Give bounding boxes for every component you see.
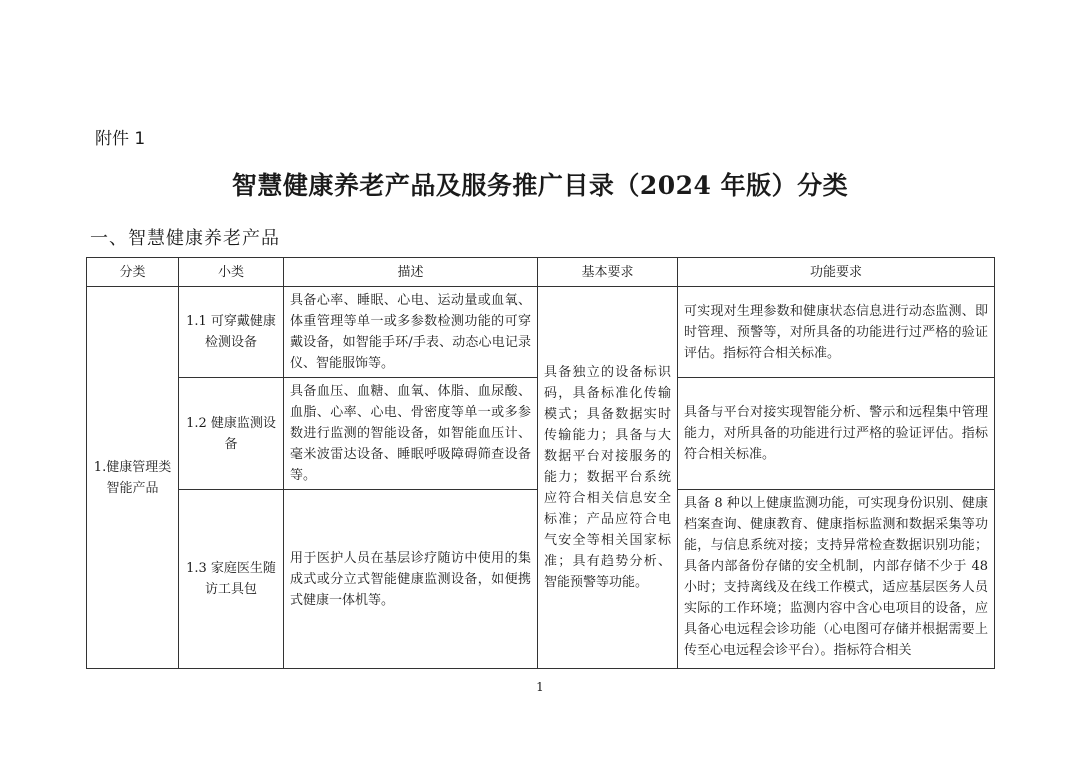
table-header-row: [87, 258, 995, 287]
header-description: 描述: [284, 258, 538, 287]
page-title: 智慧健康养老产品及服务推广目录（2024 年版）分类: [231, 171, 849, 200]
functional-requirements-cell: 具备与平台对接实现智能分析、警示和远程集中管理能力，对所具备的功能进行过严格的验证评估。指标符合相关标准。: [678, 378, 995, 490]
functional-requirements-cell: [678, 490, 995, 669]
header-category: 分类: [87, 258, 179, 287]
header-subcategory: 小类: [179, 258, 284, 287]
description-cell: 用于医护人员在基层诊疗随访中使用的集成式或分立式智能健康监测设备，如便携式健康一体机等。: [284, 490, 538, 669]
functional-requirements-cell: 可实现对生理参数和健康状态信息进行动态监测、即时管理、预警等，对所具备的功能进行过严格的验证评估。指标符合相关标准。: [678, 287, 995, 378]
attachment-label: 附件 1: [95, 129, 146, 149]
table-row: [87, 287, 995, 378]
subcategory-cell: 1.3 家庭医生随访工具包: [179, 490, 284, 669]
catalog-table: [86, 257, 995, 669]
subcategory-cell: 1.1 可穿戴健康检测设备: [179, 287, 284, 378]
page-number: 1: [536, 680, 544, 694]
category-cell: 1.健康管理类智能产品: [87, 287, 179, 669]
header-basic-requirements: 基本要求: [538, 258, 678, 287]
basic-requirements-cell: 具备独立的设备标识码，具备标准化传输模式；具备数据实时传输能力；具备与大数据平台对接服务的能力；数据平台系统应符合相关信息安全标准；产品应符合电气安全等相关国家标准；具有趋势分析、智能预警等功能。: [538, 287, 678, 669]
functional-requirements-text: 具备 8 种以上健康监测功能，可实现身份识别、健康档案查询、健康教育、健康指标监测和数据采集等功能，与信息系统对接；支持异常检查数据识别功能；具备内部备份存储的安全机制，内部存储不少于 48 小时；支持离线及在线工作模式，适应基层医务人员实际的工作环境；监测内容中含心电项目的设备，应具备心电远程会诊功能（心电图可存储并根据需要上传至心电远程会诊平台）。指标符合相关: [684, 496, 988, 658]
description-cell: 具备血压、血糖、血氧、体脂、血尿酸、血脂、心率、心电、骨密度等单一或多参数进行监测的智能设备，如智能血压计、毫米波雷达设备、睡眠呼吸障碍筛查设备等。: [284, 378, 538, 490]
section-heading: 一、智慧健康养老产品: [90, 228, 280, 249]
subcategory-cell: 1.2 健康监测设备: [179, 378, 284, 490]
description-cell: 具备心率、睡眠、心电、运动量或血氧、体重管理等单一或多参数检测功能的可穿戴设备，如智能手环/手表、动态心电记录仪、智能服饰等。: [284, 287, 538, 378]
header-functional-requirements: 功能要求: [678, 258, 995, 287]
